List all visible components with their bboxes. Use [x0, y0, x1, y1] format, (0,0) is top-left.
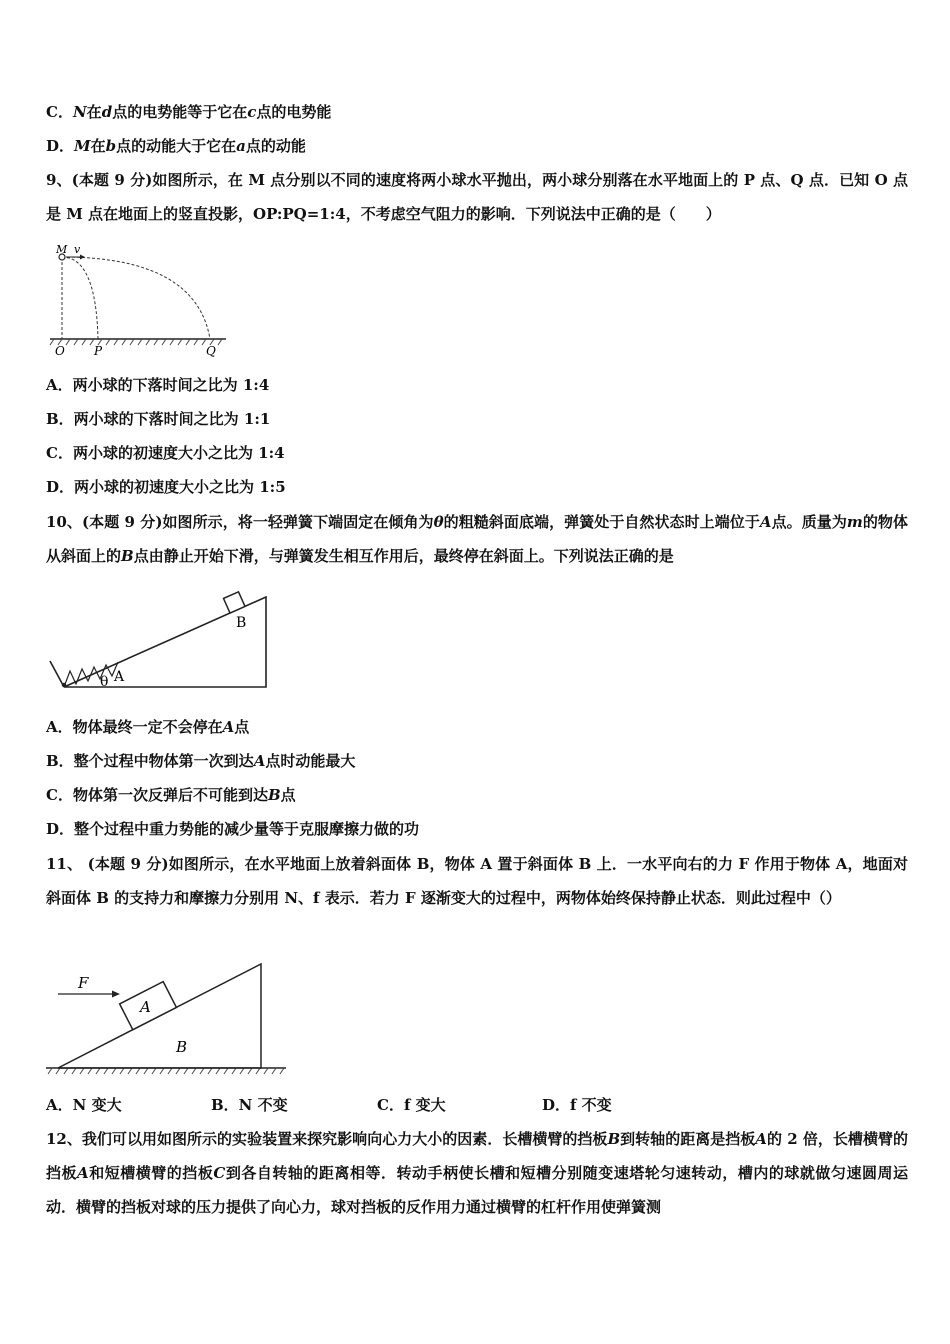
label-a: A: [114, 669, 125, 685]
q10-option-c: C．物体第一次反弹后不可能到达B点: [46, 786, 296, 804]
label-v: v: [74, 243, 81, 256]
q10-stem: 10、(本题 9 分)如图所示，将一轻弹簧下端固定在倾角为θ的粗糙斜面底端，弹簧处于自然状态时上端位于A点。质量为m的物体从斜面上的B点由静止开始下滑，与弹簧发生相互作用后，最终停在斜面上。下列说法正确的是: [46, 513, 908, 565]
q11-wedge-figure: [46, 960, 290, 1082]
q10-incline-figure: [46, 585, 272, 695]
q11-stem: 11、 (本题 9 分)如图所示，在水平地面上放着斜面体 B，物体 A 置于斜面体 B 上．一水平向右的力 F 作用于物体 A，地面对斜面体 B 的支持力和摩擦力分别用 N、f 表示．若力 F 逐渐变大的过程中，两物体始终保持静止状态．则此过程中（）: [46, 855, 908, 907]
q8-option-d: D．M在b点的动能大于它在a点的动能: [46, 137, 306, 155]
q9-option-d: D．两小球的初速度大小之比为 1:5: [46, 478, 286, 496]
label-theta: θ: [100, 674, 109, 690]
q9-option-a: A．两小球的下落时间之比为 1:4: [46, 376, 270, 394]
q11-option-d: D．f 不变: [542, 1096, 612, 1114]
label-b: B: [236, 615, 247, 631]
label-q: Q: [206, 344, 216, 358]
label-m: M: [56, 243, 68, 256]
q11-option-b: B．N 不变: [211, 1096, 288, 1114]
label-f: F: [78, 974, 89, 992]
q9-option-c: C．两小球的初速度大小之比为 1:4: [46, 444, 285, 462]
q9-projectile-figure: [46, 238, 236, 360]
label-p: P: [94, 344, 103, 358]
q10-option-d: D．整个过程中重力势能的减少量等于克服摩擦力做的功: [46, 820, 420, 838]
q11-option-c: C．f 变大: [377, 1096, 446, 1114]
q11-option-a: A．N 变大: [46, 1096, 122, 1114]
q8-option-c: C．N在d点的电势能等于它在c点的电势能: [46, 103, 332, 121]
label-o: O: [55, 344, 65, 358]
q10-option-a: A．物体最终一定不会停在A点: [46, 718, 250, 736]
q9-option-b: B．两小球的下落时间之比为 1:1: [46, 410, 271, 428]
label-b: B: [176, 1038, 188, 1056]
q10-option-b: B．整个过程中物体第一次到达A点时动能最大: [46, 752, 356, 770]
label-a: A: [140, 998, 151, 1016]
q9-stem: 9、(本题 9 分)如图所示，在 M 点分别以不同的速度将两小球水平抛出，两小球分别落在水平地面上的 P 点、Q 点．已知 O 点是 M 点在地面上的竖直投影，OP:PQ=1:4，不考虑空气阻力的影响．下列说法中正确的是（ ）: [46, 171, 908, 223]
q12-stem: 12、我们可以用如图所示的实验装置来探究影响向心力大小的因素．长槽横臂的挡板B到转轴的距离是挡板A的 2 倍，长槽横臂的挡板A和短槽横臂的挡板C到各自转轴的距离相等．转动手柄使长槽和短槽分别随变速塔轮匀速转动，槽内的球就做匀速圆周运动．横臂的挡板对球的压力提供了向心力，球对挡板的反作用力通过横臂的杠杆作用使弹簧测: [46, 1130, 908, 1216]
